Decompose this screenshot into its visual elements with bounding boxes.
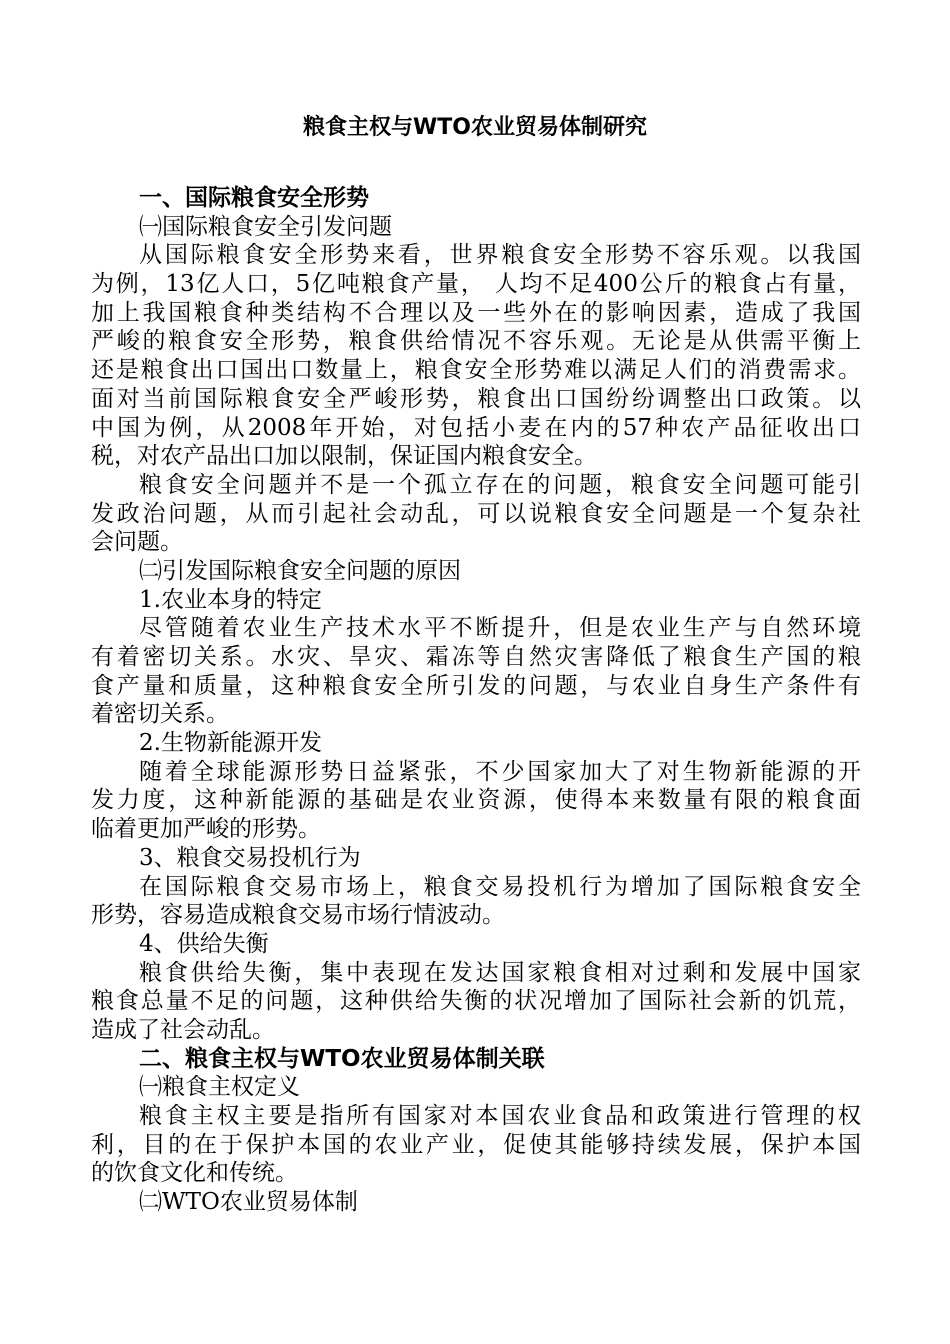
paragraph-line: 发政治问题，从而引起社会动乱，可以说粮食安全问题是一个复杂社 [91, 500, 861, 527]
paragraph-line: 面对当前国际粮食安全严峻形势，粮食出口国纷纷调整出口政策。以 [91, 385, 861, 412]
section-heading-2: 二、粮食主权与WTO农业贸易体制关联 [139, 1045, 545, 1072]
paragraph-line: 随着全球能源形势日益紧张，不少国家加大了对生物新能源的开 [139, 758, 861, 785]
paragraph-line: 利，目的在于保护本国的农业产业，促使其能够持续发展，保护本国 [91, 1131, 861, 1158]
item-heading: 3、粮食交易投机行为 [139, 844, 361, 871]
document-title: 粮食主权与WTO农业贸易体制研究 [303, 115, 647, 140]
paragraph-line: 粮食安全问题并不是一个孤立存在的问题，粮食安全问题可能引 [139, 471, 861, 498]
paragraph-line: 粮食供给失衡，集中表现在发达国家粮食相对过剩和发展中国家 [139, 959, 861, 986]
paragraph-line: 造成了社会动乱。 [91, 1016, 275, 1043]
item-heading: 1.农业本身的特定 [139, 586, 322, 613]
paragraph-line: 严峻的粮食安全形势，粮食供给情况不容乐观。无论是从供需平衡上 [91, 328, 861, 355]
paragraph-line: 粮食总量不足的问题，这种供给失衡的状况增加了国际社会新的饥荒， [91, 988, 861, 1015]
paragraph-line: 为例，13亿人口，5亿吨粮食产量， 人均不足400公斤的粮食占有量， [91, 271, 861, 298]
paragraph-line: 食产量和质量，这种粮食安全所引发的问题，与农业自身生产条件有 [91, 672, 861, 699]
paragraph-line: 形势，容易造成粮食交易市场行情波动。 [91, 902, 505, 929]
subsection-heading: ㈡WTO农业贸易体制 [139, 1189, 358, 1216]
paragraph-line: 还是粮食出口国出口数量上，粮食安全形势难以满足人们的消费需求。 [91, 357, 861, 384]
paragraph-line: 发力度，这种新能源的基础是农业资源，使得本来数量有限的粮食面 [91, 787, 861, 814]
paragraph-line: 的饮食文化和传统。 [91, 1160, 298, 1187]
subsection-heading: ㈡引发国际粮食安全问题的原因 [139, 557, 461, 584]
paragraph-line: 中国为例，从2008年开始，对包括小麦在内的57种农产品征收出口 [91, 414, 861, 441]
document-body [91, 184, 861, 1217]
paragraph-line: 会问题。 [91, 529, 183, 556]
paragraph-line: 尽管随着农业生产技术水平不断提升，但是农业生产与自然环境 [139, 615, 861, 642]
subsection-heading: ㈠粮食主权定义 [139, 1074, 300, 1101]
paragraph-line: 粮食主权主要是指所有国家对本国农业食品和政策进行管理的权 [139, 1103, 861, 1129]
paragraph-line: 加上我国粮食种类结构不合理以及一些外在的影响因素，造成了我国 [91, 299, 861, 326]
section-heading-1: 一、国际粮食安全形势 [139, 185, 369, 211]
paragraph-line: 税，对农产品出口加以限制，保证国内粮食安全。 [91, 443, 597, 470]
paragraph-line: 着密切关系。 [91, 701, 229, 728]
paragraph-line: 临着更加严峻的形势。 [91, 816, 321, 843]
paragraph-line: 有着密切关系。水灾、旱灾、霜冻等自然灾害降低了粮食生产国的粮 [91, 644, 861, 670]
item-heading: 2.生物新能源开发 [139, 730, 322, 757]
item-heading: 4、供给失衡 [139, 930, 269, 957]
paragraph-line: 在国际粮食交易市场上，粮食交易投机行为增加了国际粮食安全 [139, 873, 861, 900]
subsection-heading: ㈠国际粮食安全引发问题 [139, 213, 392, 240]
paragraph-line: 从国际粮食安全形势来看，世界粮食安全形势不容乐观。以我国 [139, 242, 861, 269]
